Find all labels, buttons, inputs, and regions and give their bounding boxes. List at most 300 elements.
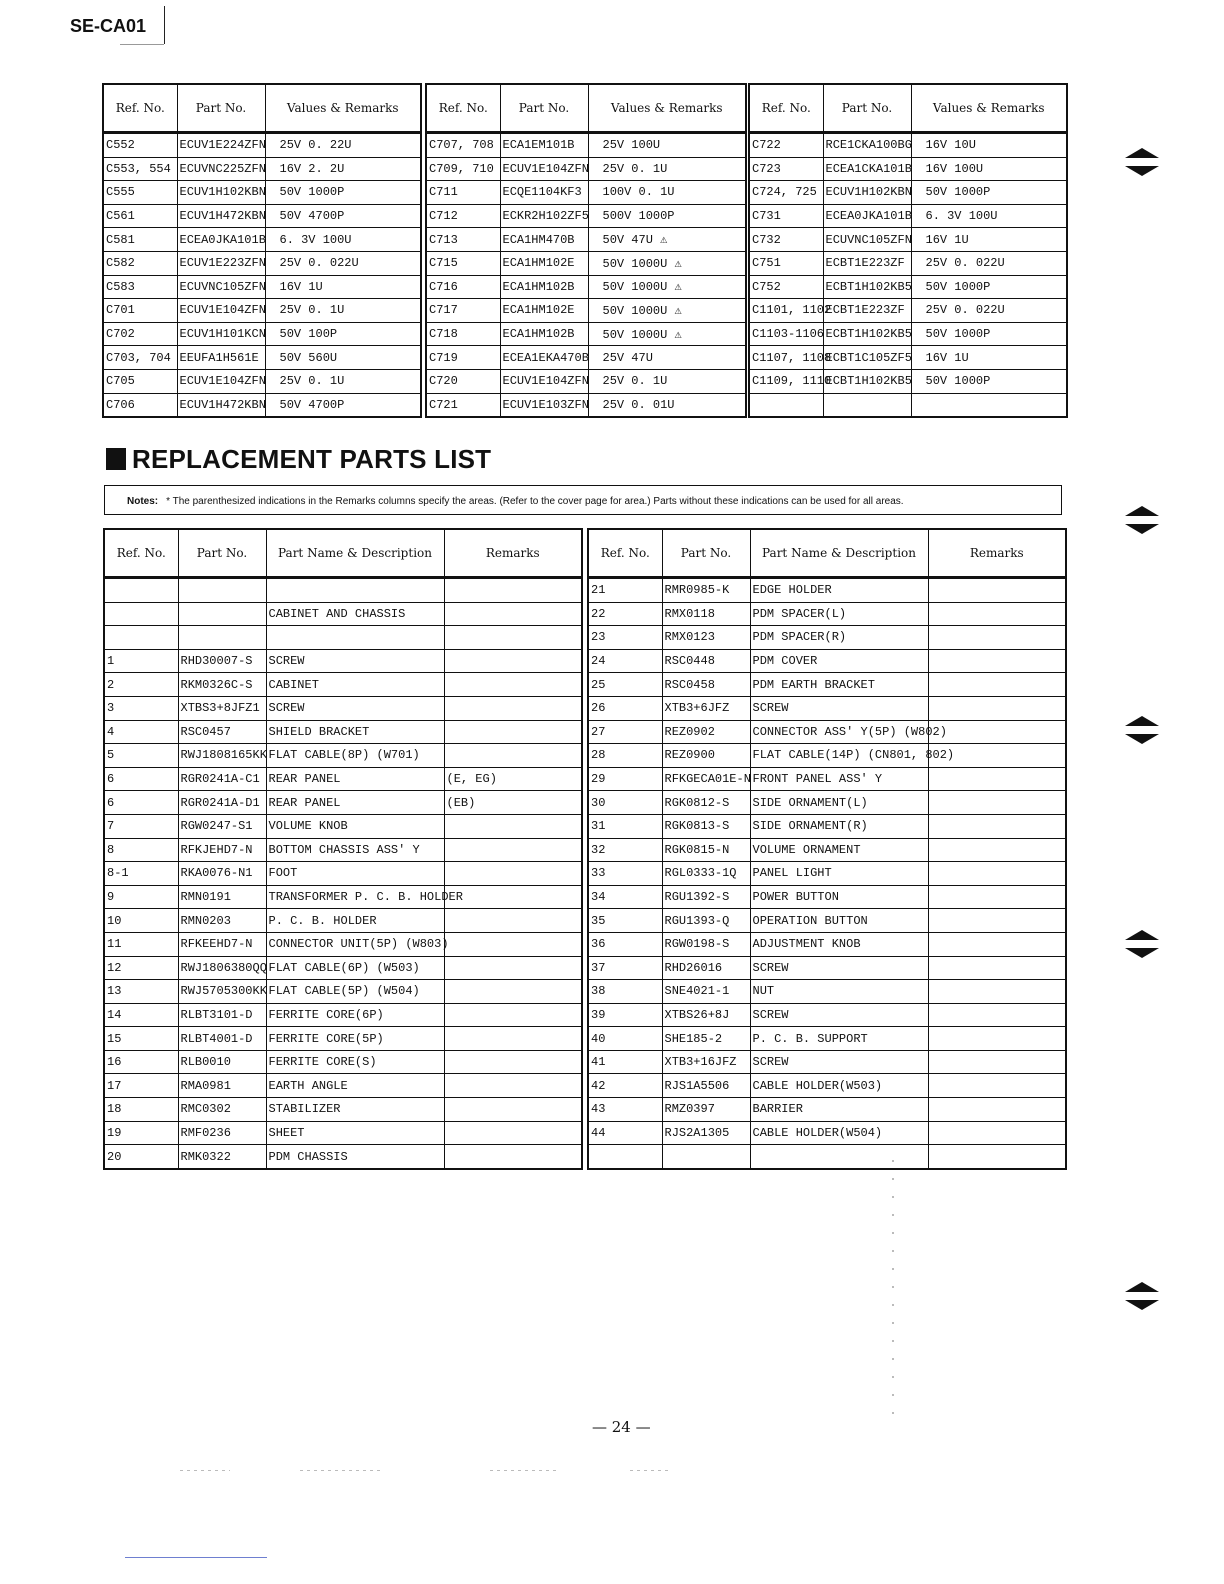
table-cell: PDM EARTH BRACKET [750,673,928,697]
table-cell [444,956,582,980]
table-row [103,299,421,323]
table-cell [928,909,1066,933]
table-cell: 29 [588,767,662,791]
table-cell: BARRIER [750,1098,928,1122]
values-table-2 [425,83,747,418]
table-cell: C1107, 1108 [749,346,823,370]
table-cell: RJS1A5506 [662,1074,750,1098]
table-cell: C701 [103,299,177,323]
table-row [426,322,746,346]
table-cell: C707, 708 [426,133,500,158]
table-cell: RMK0322 [178,1145,266,1169]
table-row [588,1003,1066,1027]
table-cell [104,602,178,626]
column-header: Part No. [823,84,911,133]
table-row [104,956,582,980]
table-cell: ECA1HM102E [500,251,588,275]
table-row [103,228,421,252]
table-cell: 14 [104,1003,178,1027]
table-row [749,251,1067,275]
table-row [104,578,582,603]
column-header: Values & Remarks [265,84,421,133]
scan-artifact [630,1470,670,1471]
table-cell [749,393,823,417]
table-cell [444,696,582,720]
table-cell: RGU1393-Q [662,909,750,933]
table-cell: SHE185-2 [662,1027,750,1051]
table-cell: FERRITE CORE(S) [266,1050,444,1074]
table-cell: SCREW [266,649,444,673]
table-cell [444,602,582,626]
table-row [104,980,582,1004]
table-cell: RWJ1808165KK [178,744,266,768]
table-cell: ECBT1E223ZF [823,251,911,275]
table-cell: C702 [103,322,177,346]
table-cell: ECUV1E104ZFN [500,369,588,393]
table-cell: C1109, 1110 [749,369,823,393]
table-cell: ECA1HM102E [500,299,588,323]
table-cell: ECUV1H101KCN [177,322,265,346]
table-cell: C723 [749,157,823,181]
table-cell [928,673,1066,697]
table-cell: C715 [426,251,500,275]
table-row [588,696,1066,720]
table-row [588,1145,1066,1169]
table-cell: SHEET [266,1121,444,1145]
table-cell: XTBS3+8JFZ1 [178,696,266,720]
table-cell: ECUV1E104ZFN [500,157,588,181]
table-cell [178,626,266,650]
table-cell: 19 [104,1121,178,1145]
table-cell: C712 [426,204,500,228]
table-cell: SIDE ORNAMENT(L) [750,791,928,815]
table-cell: 25V 0. 1U [265,369,421,393]
table-cell: ECBT1H102KB5 [823,369,911,393]
table-cell: ECUVNC225ZFN [177,157,265,181]
table-cell: C722 [749,133,823,158]
table-row [104,814,582,838]
table-cell: RLBT3101-D [178,1003,266,1027]
table-cell: SCREW [750,1050,928,1074]
table-cell: RFKEEHD7-N [178,932,266,956]
table-cell: 16V 10U [911,133,1067,158]
table-cell: RHD26016 [662,956,750,980]
table-cell: RJS2A1305 [662,1121,750,1145]
table-cell: SHIELD BRACKET [266,720,444,744]
table-cell: 13 [104,980,178,1004]
table-row [103,393,421,417]
table-cell [104,626,178,650]
table-cell [928,862,1066,886]
table-row [588,673,1066,697]
table-row [104,909,582,933]
table-cell: RGR0241A-D1 [178,791,266,815]
table-cell: 25V 0. 022U [911,251,1067,275]
table-cell: REAR PANEL [266,767,444,791]
table-cell: NUT [750,980,928,1004]
table-cell: 8 [104,838,178,862]
table-cell [444,1098,582,1122]
table-cell: 2 [104,673,178,697]
table-cell: 23 [588,626,662,650]
table-cell [928,885,1066,909]
table-row [103,157,421,181]
table-cell: ECBT1H102KB5 [823,275,911,299]
binding-mark-icon [1122,1278,1162,1314]
table-cell: CONNECTOR ASS' Y(5P) (W802) [750,720,928,744]
table-row [588,838,1066,862]
table-cell [266,626,444,650]
column-header: Part No. [662,529,750,578]
table-cell: 50V 1000U ⚠ [588,299,746,323]
table-row [749,299,1067,323]
table-cell: RGW0198-S [662,932,750,956]
table-cell: P. C. B. SUPPORT [750,1027,928,1051]
table-cell: 6. 3V 100U [265,228,421,252]
column-header: Values & Remarks [588,84,746,133]
table-cell: 50V 1000P [911,369,1067,393]
table-cell: ECBT1E223ZF [823,299,911,323]
table-row [426,133,746,158]
parts-table-right [587,528,1067,1170]
table-cell: 11 [104,932,178,956]
table-cell: C718 [426,322,500,346]
table-cell: 500V 1000P [588,204,746,228]
table-cell [928,626,1066,650]
table-cell: C724, 725 [749,181,823,205]
table-cell [928,980,1066,1004]
table-cell: 16 [104,1050,178,1074]
column-header: Part Name & Description [750,529,928,578]
table-cell [444,578,582,603]
table-cell: PDM SPACER(L) [750,602,928,626]
table-row [104,1027,582,1051]
table-cell: C581 [103,228,177,252]
table-cell: ECUV1E103ZFN [500,393,588,417]
table-row [103,322,421,346]
table-cell: C582 [103,251,177,275]
table-cell: 6. 3V 100U [911,204,1067,228]
table-cell: C713 [426,228,500,252]
table-cell: C720 [426,369,500,393]
table-cell: SIDE ORNAMENT(R) [750,814,928,838]
table-cell: CABINET AND CHASSIS [266,602,444,626]
table-cell: ECUV1H472KBN [177,204,265,228]
table-cell [928,956,1066,980]
table-cell: SNE4021-1 [662,980,750,1004]
table-cell: RGW0247-S1 [178,814,266,838]
table-cell: 22 [588,602,662,626]
table-cell: ADJUSTMENT KNOB [750,932,928,956]
table-row [749,204,1067,228]
table-cell: RWJ5705300KK [178,980,266,1004]
table-cell [928,1121,1066,1145]
table-row [103,275,421,299]
table-cell [928,649,1066,673]
table-cell [444,1050,582,1074]
table-cell: RMF0236 [178,1121,266,1145]
table-cell [928,1050,1066,1074]
table-cell: 16V 1U [911,228,1067,252]
scan-artifact [490,1470,560,1471]
table-cell: 50V 100P [265,322,421,346]
table-cell: 100V 0. 1U [588,181,746,205]
table-cell: ECEA0JKA101B [177,228,265,252]
table-cell: 50V 47U ⚠ [588,228,746,252]
table-cell: 36 [588,932,662,956]
table-cell: C732 [749,228,823,252]
table-cell [178,578,266,603]
column-header: Ref. No. [104,529,178,578]
table-cell: C719 [426,346,500,370]
table-cell: ECUV1E224ZFN [177,133,265,158]
table-row [749,133,1067,158]
table-row [588,626,1066,650]
table-cell [928,1074,1066,1098]
table-row [588,1027,1066,1051]
table-row [426,275,746,299]
table-cell: 7 [104,814,178,838]
table-cell: EEUFA1H561E [177,346,265,370]
table-cell: ECEA1CKA101B [823,157,911,181]
table-cell: 33 [588,862,662,886]
table-cell [444,1003,582,1027]
table-cell [928,1027,1066,1051]
table-cell: 18 [104,1098,178,1122]
values-table-1 [102,83,422,418]
table-row [104,1121,582,1145]
table-cell: 4 [104,720,178,744]
table-cell: RSC0457 [178,720,266,744]
table-row [426,157,746,181]
table-row [588,909,1066,933]
table-row [749,393,1067,417]
table-cell: 34 [588,885,662,909]
table-row [749,157,1067,181]
table-cell: 26 [588,696,662,720]
table-row [588,767,1066,791]
table-cell [444,626,582,650]
table-cell: ECUV1E104ZFN [177,369,265,393]
table-cell [444,673,582,697]
table-cell: 50V 1000P [911,322,1067,346]
table-cell: ECUVNC105ZFN [823,228,911,252]
table-cell: STABILIZER [266,1098,444,1122]
table-cell: CABINET [266,673,444,697]
table-cell: RHD30007-S [178,649,266,673]
table-cell: RMN0203 [178,909,266,933]
table-cell: ECUV1E223ZFN [177,251,265,275]
table-row [104,649,582,673]
table-row [103,346,421,370]
table-cell [928,1145,1066,1169]
table-row [103,181,421,205]
table-cell [750,1145,928,1169]
table-cell: RGR0241A-C1 [178,767,266,791]
table-cell: 5 [104,744,178,768]
table-cell: 50V 1000P [265,181,421,205]
table-cell: 42 [588,1074,662,1098]
table-cell: ECUV1H472KBN [177,393,265,417]
table-cell: ECA1HM470B [500,228,588,252]
table-cell: 50V 560U [265,346,421,370]
table-cell: PANEL LIGHT [750,862,928,886]
table-row [588,814,1066,838]
table-cell: C705 [103,369,177,393]
table-cell: 1 [104,649,178,673]
table-cell: SCREW [750,956,928,980]
table-cell: 16V 100U [911,157,1067,181]
table-cell [928,578,1066,603]
table-cell [928,838,1066,862]
table-cell: 50V 1000U ⚠ [588,322,746,346]
table-cell: RMZ0397 [662,1098,750,1122]
table-cell: XTBS26+8J [662,1003,750,1027]
table-cell: 3 [104,696,178,720]
table-row [588,1098,1066,1122]
table-cell: RKM0326C-S [178,673,266,697]
column-header: Remarks [928,529,1066,578]
table-row [749,346,1067,370]
table-cell: FOOT [266,862,444,886]
table-row [103,133,421,158]
table-cell [588,1145,662,1169]
table-cell: 15 [104,1027,178,1051]
table-cell: POWER BUTTON [750,885,928,909]
table-cell: ECUV1H102KBN [823,181,911,205]
table-cell: RWJ1806380QQ [178,956,266,980]
parts-table-left [103,528,583,1170]
table-cell: ECA1HM102B [500,322,588,346]
table-cell: FLAT CABLE(8P) (W701) [266,744,444,768]
table-row [588,980,1066,1004]
table-cell: 25V 0. 1U [265,299,421,323]
table-cell [444,885,582,909]
table-cell: 16V 1U [911,346,1067,370]
table-cell: SCREW [750,696,928,720]
table-cell: SCREW [266,696,444,720]
table-cell: EDGE HOLDER [750,578,928,603]
table-cell [178,602,266,626]
table-cell: 50V 1000P [911,181,1067,205]
table-cell: C731 [749,204,823,228]
table-cell [444,838,582,862]
table-cell [266,578,444,603]
column-header: Values & Remarks [911,84,1067,133]
table-cell: FERRITE CORE(6P) [266,1003,444,1027]
table-cell: RMR0985-K [662,578,750,603]
table-row [588,862,1066,886]
table-cell: VOLUME ORNAMENT [750,838,928,862]
table-cell: 37 [588,956,662,980]
table-cell: C552 [103,133,177,158]
table-cell: RLBT4001-D [178,1027,266,1051]
table-cell: 25V 100U [588,133,746,158]
table-cell [928,720,1066,744]
table-cell [928,791,1066,815]
column-header: Part No. [177,84,265,133]
table-cell: C703, 704 [103,346,177,370]
table-cell: C751 [749,251,823,275]
table-cell: XTB3+6JFZ [662,696,750,720]
table-cell: SCREW [750,1003,928,1027]
table-cell: XTB3+16JFZ [662,1050,750,1074]
binding-mark-icon [1122,712,1162,748]
table-cell: PDM COVER [750,649,928,673]
table-cell: 25V 0. 022U [265,251,421,275]
table-row [588,885,1066,909]
table-cell [444,649,582,673]
table-row [588,578,1066,603]
table-cell: P. C. B. HOLDER [266,909,444,933]
table-cell: 27 [588,720,662,744]
table-cell: 25V 0. 01U [588,393,746,417]
column-header: Ref. No. [103,84,177,133]
table-cell: C555 [103,181,177,205]
table-cell [444,1145,582,1169]
column-header: Part Name & Description [266,529,444,578]
notes-box [104,485,1062,515]
table-cell: C706 [103,393,177,417]
table-cell: RGU1392-S [662,885,750,909]
table-cell: RMN0191 [178,885,266,909]
table-cell [928,602,1066,626]
table-cell: ECUVNC105ZFN [177,275,265,299]
table-cell: ECKR2H102ZF5 [500,204,588,228]
table-row [104,791,582,815]
column-header: Ref. No. [588,529,662,578]
table-cell [444,1027,582,1051]
table-cell [662,1145,750,1169]
table-row [588,932,1066,956]
table-cell: RSC0448 [662,649,750,673]
table-cell: 32 [588,838,662,862]
table-cell: 38 [588,980,662,1004]
table-cell: 25V 0. 22U [265,133,421,158]
table-cell: RSC0458 [662,673,750,697]
table-cell: 25V 0. 1U [588,369,746,393]
table-cell: 6 [104,767,178,791]
binding-mark-icon [1122,144,1162,180]
table-row [749,181,1067,205]
table-row [426,346,746,370]
header-underline [120,44,164,45]
table-cell [928,1003,1066,1027]
table-cell: ECBT1C105ZF5 [823,346,911,370]
table-row [104,602,582,626]
table-cell: RKA0076-N1 [178,862,266,886]
header-rule [164,6,165,44]
table-row [426,369,746,393]
column-header: Part No. [500,84,588,133]
table-row [103,251,421,275]
table-row [103,369,421,393]
values-table-3 [748,83,1068,418]
scan-dots [892,1160,894,1420]
table-row [426,204,746,228]
notes-label: Notes: [127,496,159,507]
table-cell: C752 [749,275,823,299]
table-cell [104,578,178,603]
table-row [588,791,1066,815]
table-row [104,744,582,768]
table-cell: ECEA0JKA101B [823,204,911,228]
table-cell [444,1074,582,1098]
table-row [104,720,582,744]
table-cell: C716 [426,275,500,299]
table-cell: PDM SPACER(R) [750,626,928,650]
table-row [104,932,582,956]
